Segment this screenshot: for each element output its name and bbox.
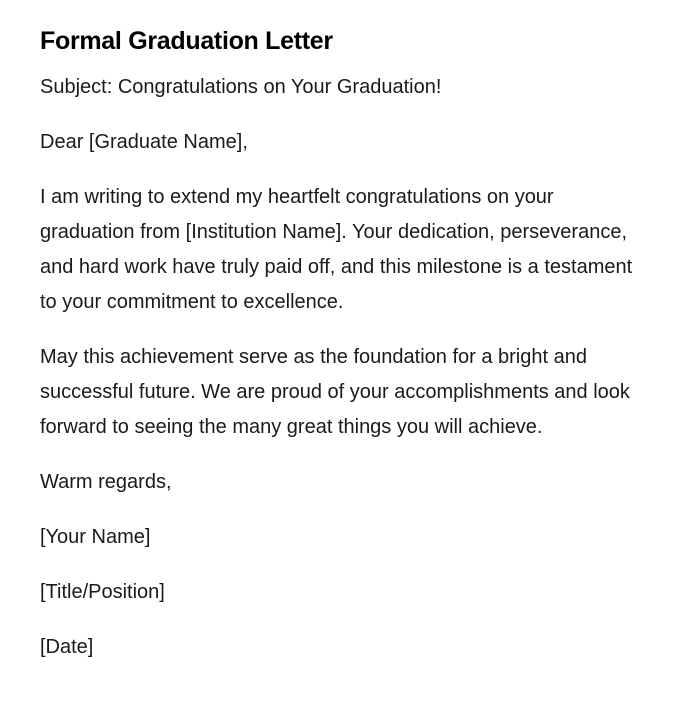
signature-date: [Date] (40, 636, 94, 658)
signature-title: [Title/Position] (40, 581, 165, 603)
signature-name: [Your Name] (40, 526, 151, 548)
salutation: Dear [Graduate Name], (40, 131, 248, 153)
body-paragraph: I am writing to extend my heartfelt congratulations on your graduation from [Institution Name]. Your dedication, perseverance, and hard work have truly paid off, and this milestone is a testament to your commitment to excellence. (40, 186, 633, 313)
body-paragraph: May this achievement serve as the foundation for a bright and successful future. We are proud of your accomplishments and look forward to seeing the many great things you will achieve. (40, 346, 630, 438)
page-title: Formal Graduation Letter (40, 27, 333, 55)
closing: Warm regards, (40, 471, 172, 493)
subject-line: Subject: Congratulations on Your Graduation! (40, 76, 442, 98)
